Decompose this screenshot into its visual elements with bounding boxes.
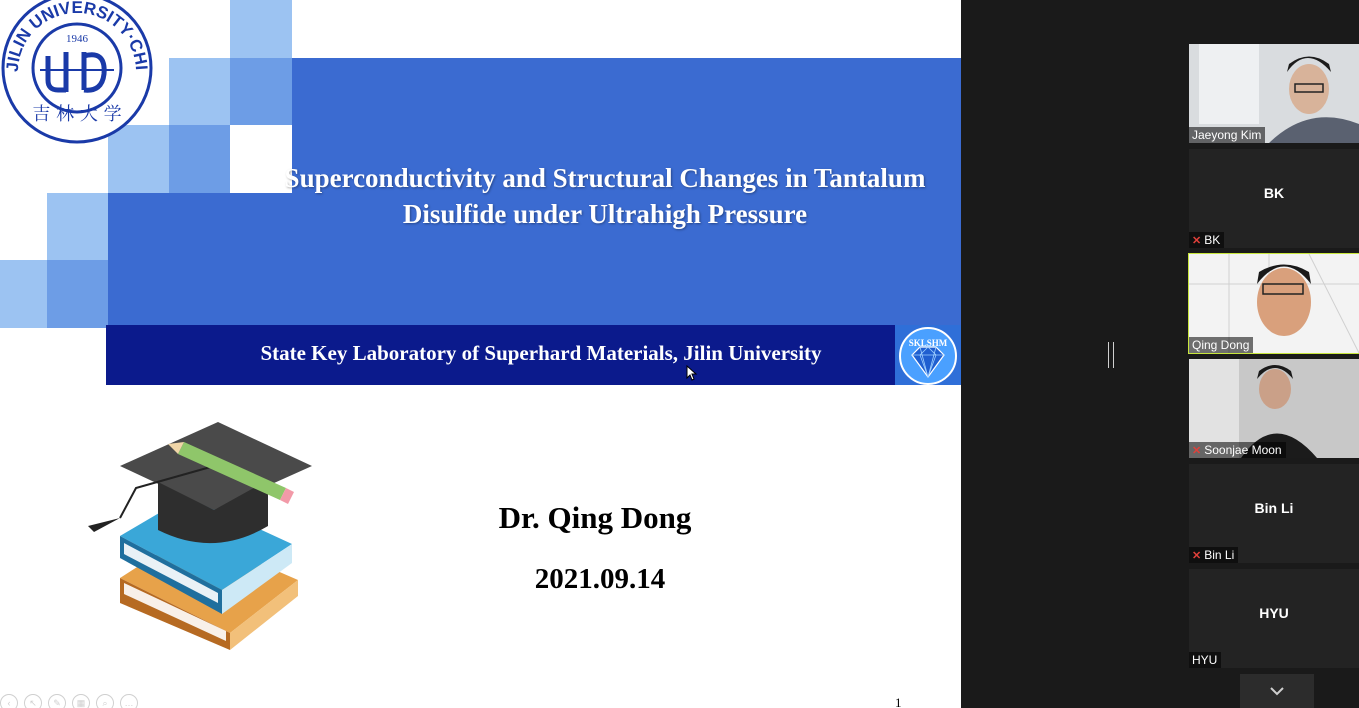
slide-title-line1: Superconductivity and Structural Changes in Tantalum [284,163,926,193]
pen-icon[interactable]: ✎ [48,694,66,708]
svg-text:吉 林 大 学: 吉 林 大 学 [32,104,122,125]
lab-logo-background [895,325,961,385]
participant-name-label: ✕ Soonjae Moon [1189,442,1286,458]
gallery-scroll-down-button[interactable] [1240,674,1314,708]
pointer-icon[interactable]: ↖ [24,694,42,708]
author-name: Dr. Qing Dong [498,500,692,535]
muted-mic-icon: ✕ [1192,549,1202,562]
decor-square [169,58,230,125]
zoom-icon[interactable]: ⌕ [96,694,114,708]
svg-text:1946: 1946 [66,33,88,45]
graduation-books-illustration [80,418,320,653]
slide-title-line2: Disulfide under Ultrahigh Pressure [402,199,808,229]
participant-tile[interactable] [1189,359,1359,458]
page-number: 1 [895,695,902,708]
participant-initials: BK [1263,185,1285,201]
university-logo [0,0,158,144]
svg-text:SKLSHM: SKLSHM [908,338,948,348]
muted-mic-icon: ✕ [1192,444,1202,457]
participant-tile[interactable] [1189,44,1359,143]
lab-name-bar [106,325,961,385]
participant-initials: HYU [1259,605,1289,621]
mouse-cursor-icon [686,365,698,381]
lab-logo [898,325,960,385]
lab-name: State Key Laboratory of Superhard Materials, Jilin University [260,341,822,365]
participant-name-label: ✕ BK [1189,232,1224,248]
participant-name-label: ✕ Bin Li [1189,547,1238,563]
presentation-date: 2021.09.14 [534,563,666,595]
panel-resize-handle[interactable] [1108,342,1114,368]
participant-tile[interactable] [1189,569,1359,668]
decor-square [47,260,108,328]
graduation-cap-icon [88,422,312,543]
chevron-down-icon [1269,686,1285,696]
previous-icon[interactable]: ‹ [0,694,18,708]
decor-square [169,125,230,193]
more-icon[interactable]: … [120,694,138,708]
participant-name-label: HYU [1189,652,1221,668]
svg-text:JILIN UNIVERSITY·CHINA: JILIN UNIVERSITY·CHI [2,0,151,73]
muted-mic-icon: ✕ [1192,234,1202,247]
decor-square [47,193,108,260]
decor-square [230,58,292,125]
decor-square [230,0,292,58]
participant-name-label: Jaeyong Kim [1189,127,1265,143]
participant-initials: Bin Li [1254,500,1294,516]
participant-tile-active-speaker[interactable] [1189,254,1359,353]
slide-show-toolbar [0,694,138,708]
slide-title [240,160,961,232]
decor-square [0,260,47,328]
participant-tile[interactable] [1189,149,1359,248]
participant-name-label: Qing Dong [1189,337,1253,353]
slides-icon[interactable]: ▦ [72,694,90,708]
participant-tile[interactable] [1189,464,1359,563]
